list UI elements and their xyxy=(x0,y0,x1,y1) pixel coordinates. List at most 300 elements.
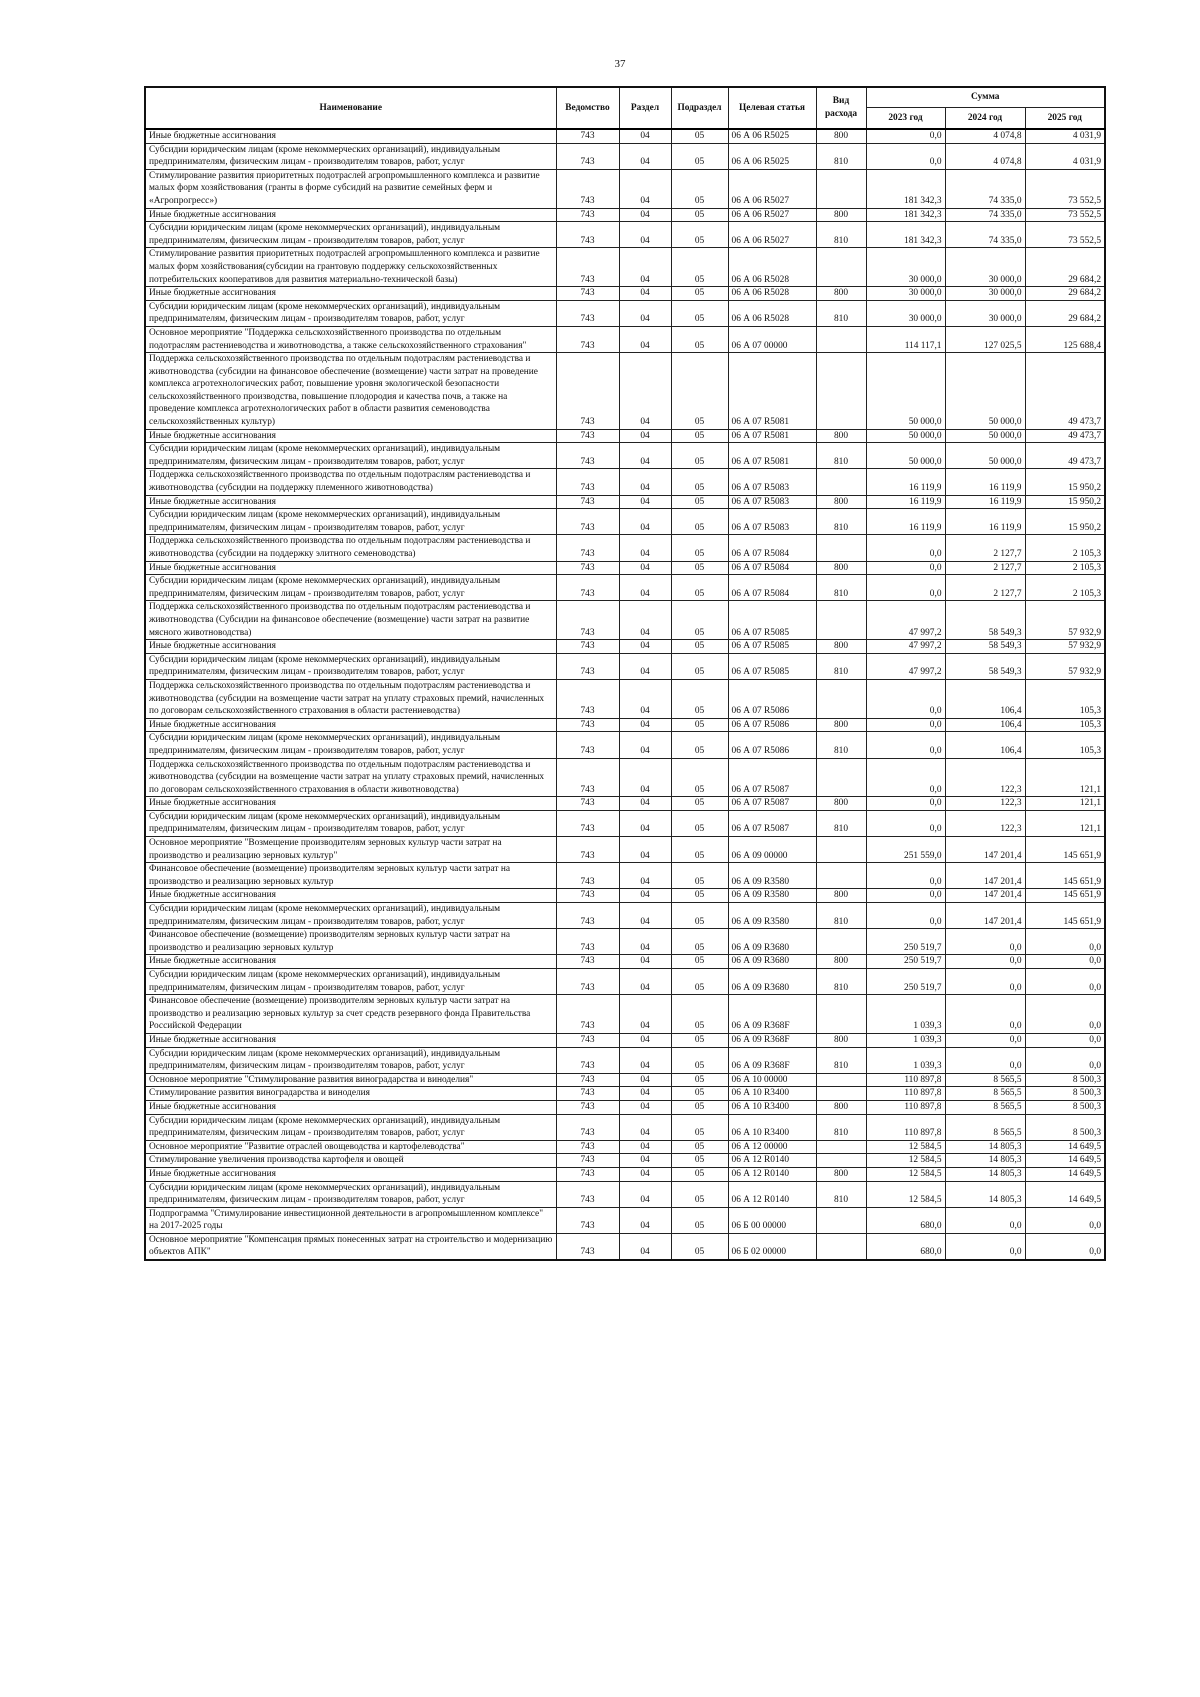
cell-vid: 810 xyxy=(816,810,866,836)
cell-celevaya: 06 А 06 R5027 xyxy=(728,208,816,222)
table-row xyxy=(145,955,1105,969)
table-row xyxy=(145,1100,1105,1114)
cell-razdel: 04 xyxy=(619,248,671,287)
cell-podrazdel: 05 xyxy=(671,640,728,654)
cell-vedomstvo: 743 xyxy=(556,1114,619,1140)
cell-2025: 105,3 xyxy=(1025,732,1105,758)
cell-2025: 57 932,9 xyxy=(1025,601,1105,640)
cell-razdel: 04 xyxy=(619,443,671,469)
table-row xyxy=(145,679,1105,718)
cell-2025: 125 688,4 xyxy=(1025,326,1105,352)
cell-2023: 110 897,8 xyxy=(866,1073,945,1087)
cell-vedomstvo: 743 xyxy=(556,640,619,654)
cell-name: Субсидии юридическим лицам (кроме некоммерческих организаций), индивидуальным предпринимателям, физическим лицам - производителям товаров, работ, услуг xyxy=(145,300,556,326)
cell-vedomstvo: 743 xyxy=(556,300,619,326)
cell-razdel: 04 xyxy=(619,143,671,169)
cell-2025: 14 649,5 xyxy=(1025,1181,1105,1207)
cell-2025: 8 500,3 xyxy=(1025,1114,1105,1140)
cell-vid: 800 xyxy=(816,640,866,654)
cell-vid xyxy=(816,169,866,208)
cell-vedomstvo: 743 xyxy=(556,929,619,955)
cell-razdel: 04 xyxy=(619,509,671,535)
cell-vedomstvo: 743 xyxy=(556,1087,619,1101)
cell-vid xyxy=(816,837,866,863)
cell-name: Иные бюджетные ассигнования xyxy=(145,640,556,654)
cell-2024: 14 805,3 xyxy=(945,1181,1025,1207)
cell-razdel: 04 xyxy=(619,129,671,143)
cell-celevaya: 06 А 10 R3400 xyxy=(728,1087,816,1101)
cell-vedomstvo: 743 xyxy=(556,810,619,836)
cell-name: Иные бюджетные ассигнования xyxy=(145,718,556,732)
cell-celevaya: 06 А 07 R5083 xyxy=(728,469,816,495)
cell-podrazdel: 05 xyxy=(671,143,728,169)
cell-2025: 2 105,3 xyxy=(1025,575,1105,601)
cell-vid xyxy=(816,248,866,287)
cell-razdel: 04 xyxy=(619,1073,671,1087)
cell-podrazdel: 05 xyxy=(671,1033,728,1047)
cell-vid xyxy=(816,469,866,495)
cell-2024: 106,4 xyxy=(945,732,1025,758)
cell-razdel: 04 xyxy=(619,1100,671,1114)
cell-podrazdel: 05 xyxy=(671,679,728,718)
cell-razdel: 04 xyxy=(619,1167,671,1181)
cell-name: Субсидии юридическим лицам (кроме некоммерческих организаций), индивидуальным предпринимателям, физическим лицам - производителям товаров, работ, услуг xyxy=(145,222,556,248)
cell-name: Субсидии юридическим лицам (кроме некоммерческих организаций), индивидуальным предпринимателям, физическим лицам - производителям товаров, работ, услуг xyxy=(145,969,556,995)
cell-2025: 14 649,5 xyxy=(1025,1154,1105,1168)
cell-2024: 0,0 xyxy=(945,1047,1025,1073)
cell-podrazdel: 05 xyxy=(671,810,728,836)
cell-vedomstvo: 743 xyxy=(556,889,619,903)
cell-podrazdel: 05 xyxy=(671,1181,728,1207)
cell-podrazdel: 05 xyxy=(671,300,728,326)
cell-razdel: 04 xyxy=(619,222,671,248)
table-row xyxy=(145,443,1105,469)
cell-2024: 16 119,9 xyxy=(945,495,1025,509)
cell-vid xyxy=(816,929,866,955)
cell-2023: 0,0 xyxy=(866,797,945,811)
cell-2024: 2 127,7 xyxy=(945,535,1025,561)
table-row xyxy=(145,1207,1105,1233)
cell-2024: 122,3 xyxy=(945,758,1025,797)
cell-vid: 800 xyxy=(816,287,866,301)
cell-podrazdel: 05 xyxy=(671,1100,728,1114)
table-row xyxy=(145,718,1105,732)
cell-name: Субсидии юридическим лицам (кроме некоммерческих организаций), индивидуальным предпринимателям, физическим лицам - производителям товаров, работ, услуг xyxy=(145,810,556,836)
cell-2023: 181 342,3 xyxy=(866,222,945,248)
cell-razdel: 04 xyxy=(619,653,671,679)
page-number: 37 xyxy=(614,58,626,70)
cell-2023: 30 000,0 xyxy=(866,300,945,326)
cell-celevaya: 06 А 09 R3680 xyxy=(728,955,816,969)
cell-2024: 8 565,5 xyxy=(945,1100,1025,1114)
cell-2025: 0,0 xyxy=(1025,995,1105,1034)
cell-2025: 14 649,5 xyxy=(1025,1140,1105,1154)
cell-2023: 0,0 xyxy=(866,732,945,758)
cell-2025: 145 651,9 xyxy=(1025,903,1105,929)
cell-2024: 0,0 xyxy=(945,929,1025,955)
cell-2024: 14 805,3 xyxy=(945,1167,1025,1181)
cell-celevaya: 06 А 07 R5086 xyxy=(728,732,816,758)
table-row xyxy=(145,1087,1105,1101)
cell-razdel: 04 xyxy=(619,758,671,797)
cell-2024: 58 549,3 xyxy=(945,601,1025,640)
cell-podrazdel: 05 xyxy=(671,222,728,248)
cell-2023: 12 584,5 xyxy=(866,1154,945,1168)
cell-vedomstvo: 743 xyxy=(556,1233,619,1260)
cell-vid xyxy=(816,679,866,718)
cell-2023: 0,0 xyxy=(866,758,945,797)
cell-vedomstvo: 743 xyxy=(556,143,619,169)
cell-razdel: 04 xyxy=(619,535,671,561)
cell-vid xyxy=(816,1073,866,1087)
cell-vid xyxy=(816,1154,866,1168)
cell-razdel: 04 xyxy=(619,640,671,654)
cell-2023: 1 039,3 xyxy=(866,1033,945,1047)
cell-name: Поддержка сельскохозяйственного производства по отдельным подотраслям растениеводства и животноводства (субсидии на возмещение части затрат на уплату страховых премий, начисленных по договорам сельскохозяйственного страхования в области растениеводства) xyxy=(145,679,556,718)
cell-name: Поддержка сельскохозяйственного производства по отдельным подотраслям растениеводства и животноводства (Субсидии на финансовое обеспечение (возмещение) части затрат на развитие мясного животноводства) xyxy=(145,601,556,640)
cell-2025: 121,1 xyxy=(1025,758,1105,797)
cell-vedomstvo: 743 xyxy=(556,955,619,969)
cell-celevaya: 06 А 07 R5087 xyxy=(728,758,816,797)
cell-celevaya: 06 А 07 R5084 xyxy=(728,575,816,601)
cell-celevaya: 06 А 09 R368F xyxy=(728,995,816,1034)
cell-vid: 810 xyxy=(816,575,866,601)
table-row xyxy=(145,287,1105,301)
cell-2024: 106,4 xyxy=(945,679,1025,718)
table-row xyxy=(145,732,1105,758)
cell-2024: 122,3 xyxy=(945,810,1025,836)
header-name: Наименование xyxy=(145,87,556,129)
cell-2024: 14 805,3 xyxy=(945,1140,1025,1154)
cell-2023: 0,0 xyxy=(866,810,945,836)
cell-celevaya: 06 А 07 R5085 xyxy=(728,640,816,654)
cell-2025: 73 552,5 xyxy=(1025,208,1105,222)
cell-name: Финансовое обеспечение (возмещение) производителям зерновых культур части затрат на производство и реализацию зерновых культур xyxy=(145,929,556,955)
cell-2023: 0,0 xyxy=(866,718,945,732)
cell-2025: 0,0 xyxy=(1025,1047,1105,1073)
cell-vedomstvo: 743 xyxy=(556,248,619,287)
cell-name: Поддержка сельскохозяйственного производства по отдельным подотраслям растениеводства и животноводства (субсидии на финансовое обеспечение (возмещение) части затрат на проведение комплекса агротехнологических работ, повышение уровня экологической безопасности сельскохозяйственного производства, повышение плодородия и качества почв, а также на проведение комплекса агротехнологических работ в области развития семеноводства сельскохозяйственных культур) xyxy=(145,353,556,430)
cell-vedomstvo: 743 xyxy=(556,601,619,640)
cell-vedomstvo: 743 xyxy=(556,129,619,143)
cell-2024: 147 201,4 xyxy=(945,903,1025,929)
cell-vid xyxy=(816,995,866,1034)
cell-podrazdel: 05 xyxy=(671,248,728,287)
cell-2024: 147 201,4 xyxy=(945,837,1025,863)
cell-name: Стимулирование развития приоритетных подотраслей агропромышленного комплекса и развитие малых форм хозяйствования(субсидии на грантовую поддержку сельскохозяйственных потребительских кооперативов для развития материально-технической базы) xyxy=(145,248,556,287)
cell-vedomstvo: 743 xyxy=(556,1073,619,1087)
cell-vid: 810 xyxy=(816,653,866,679)
cell-podrazdel: 05 xyxy=(671,495,728,509)
cell-2024: 0,0 xyxy=(945,1033,1025,1047)
cell-name: Финансовое обеспечение (возмещение) производителям зерновых культур части затрат на производство и реализацию зерновых культур xyxy=(145,863,556,889)
cell-name: Субсидии юридическим лицам (кроме некоммерческих организаций), индивидуальным предпринимателям, физическим лицам - производителям товаров, работ, услуг xyxy=(145,575,556,601)
cell-celevaya: 06 Б 02 00000 xyxy=(728,1233,816,1260)
cell-name: Поддержка сельскохозяйственного производства по отдельным подотраслям растениеводства и животноводства (субсидии на поддержку элитного семеноводства) xyxy=(145,535,556,561)
cell-2024: 106,4 xyxy=(945,718,1025,732)
cell-vedomstvo: 743 xyxy=(556,1033,619,1047)
cell-vid: 800 xyxy=(816,129,866,143)
cell-celevaya: 06 А 06 R5027 xyxy=(728,222,816,248)
table-row xyxy=(145,889,1105,903)
cell-2023: 16 119,9 xyxy=(866,509,945,535)
cell-2023: 251 559,0 xyxy=(866,837,945,863)
cell-podrazdel: 05 xyxy=(671,169,728,208)
cell-podrazdel: 05 xyxy=(671,601,728,640)
table-row xyxy=(145,969,1105,995)
cell-2025: 0,0 xyxy=(1025,1207,1105,1233)
table-row xyxy=(145,326,1105,352)
cell-2024: 0,0 xyxy=(945,1233,1025,1260)
cell-2024: 74 335,0 xyxy=(945,208,1025,222)
cell-podrazdel: 05 xyxy=(671,509,728,535)
cell-name: Основное мероприятие "Развитие отраслей овощеводства и картофелеводства" xyxy=(145,1140,556,1154)
cell-2025: 29 684,2 xyxy=(1025,300,1105,326)
cell-name: Субсидии юридическим лицам (кроме некоммерческих организаций), индивидуальным предпринимателям, физическим лицам - производителям товаров, работ, услуг xyxy=(145,1114,556,1140)
cell-name: Подпрограмма "Стимулирование инвестиционной деятельности в агропромышленном комплексе" на 2017-2025 годы xyxy=(145,1207,556,1233)
table-row xyxy=(145,561,1105,575)
header-2023: 2023 год xyxy=(866,108,945,130)
cell-2023: 1 039,3 xyxy=(866,1047,945,1073)
cell-2025: 105,3 xyxy=(1025,679,1105,718)
cell-razdel: 04 xyxy=(619,601,671,640)
table-row xyxy=(145,1140,1105,1154)
cell-2023: 12 584,5 xyxy=(866,1167,945,1181)
cell-celevaya: 06 А 10 00000 xyxy=(728,1073,816,1087)
table-row xyxy=(145,653,1105,679)
cell-name: Стимулирование развития приоритетных подотраслей агропромышленного комплекса и развитие малых форм хозяйствования (гранты в форме субсидий на развитие семейных ферм и «Агропрогресс») xyxy=(145,169,556,208)
cell-2023: 30 000,0 xyxy=(866,287,945,301)
cell-name: Субсидии юридическим лицам (кроме некоммерческих организаций), индивидуальным предпринимателям, физическим лицам - производителям товаров, работ, услуг xyxy=(145,143,556,169)
cell-podrazdel: 05 xyxy=(671,561,728,575)
header-razdel: Раздел xyxy=(619,87,671,129)
cell-2025: 121,1 xyxy=(1025,797,1105,811)
cell-vedomstvo: 743 xyxy=(556,653,619,679)
cell-podrazdel: 05 xyxy=(671,326,728,352)
cell-podrazdel: 05 xyxy=(671,353,728,430)
cell-vedomstvo: 743 xyxy=(556,443,619,469)
cell-razdel: 04 xyxy=(619,1114,671,1140)
cell-celevaya: 06 А 10 R3400 xyxy=(728,1114,816,1140)
cell-celevaya: 06 А 07 R5084 xyxy=(728,561,816,575)
cell-podrazdel: 05 xyxy=(671,287,728,301)
cell-2023: 181 342,3 xyxy=(866,169,945,208)
cell-name: Субсидии юридическим лицам (кроме некоммерческих организаций), индивидуальным предпринимателям, физическим лицам - производителям товаров, работ, услуг xyxy=(145,903,556,929)
cell-razdel: 04 xyxy=(619,1033,671,1047)
cell-razdel: 04 xyxy=(619,1140,671,1154)
cell-2023: 110 897,8 xyxy=(866,1114,945,1140)
cell-razdel: 04 xyxy=(619,575,671,601)
cell-name: Иные бюджетные ассигнования xyxy=(145,129,556,143)
cell-podrazdel: 05 xyxy=(671,1167,728,1181)
table-row xyxy=(145,1033,1105,1047)
cell-2024: 50 000,0 xyxy=(945,443,1025,469)
cell-2023: 680,0 xyxy=(866,1233,945,1260)
cell-2024: 8 565,5 xyxy=(945,1087,1025,1101)
cell-2024: 58 549,3 xyxy=(945,640,1025,654)
cell-2023: 47 997,2 xyxy=(866,601,945,640)
cell-razdel: 04 xyxy=(619,955,671,969)
cell-podrazdel: 05 xyxy=(671,903,728,929)
cell-2023: 30 000,0 xyxy=(866,248,945,287)
cell-2023: 0,0 xyxy=(866,561,945,575)
cell-celevaya: 06 А 09 R3580 xyxy=(728,903,816,929)
cell-podrazdel: 05 xyxy=(671,758,728,797)
cell-name: Основное мероприятие "Поддержка сельскохозяйственного производства по отдельным подотраслям растениеводства и животноводства, а также сельскохозяйственного страхования" xyxy=(145,326,556,352)
cell-2025: 145 651,9 xyxy=(1025,837,1105,863)
cell-razdel: 04 xyxy=(619,1181,671,1207)
cell-2023: 0,0 xyxy=(866,129,945,143)
cell-podrazdel: 05 xyxy=(671,1047,728,1073)
cell-2023: 0,0 xyxy=(866,889,945,903)
table-row xyxy=(145,469,1105,495)
cell-razdel: 04 xyxy=(619,561,671,575)
cell-vid: 810 xyxy=(816,903,866,929)
cell-2025: 15 950,2 xyxy=(1025,495,1105,509)
cell-name: Иные бюджетные ассигнования xyxy=(145,889,556,903)
cell-celevaya: 06 А 07 R5083 xyxy=(728,509,816,535)
cell-podrazdel: 05 xyxy=(671,1154,728,1168)
cell-2024: 147 201,4 xyxy=(945,863,1025,889)
cell-celevaya: 06 А 07 R5081 xyxy=(728,443,816,469)
cell-podrazdel: 05 xyxy=(671,929,728,955)
cell-name: Основное мероприятие "Компенсация прямых понесенных затрат на строительство и модернизацию объектов АПК" xyxy=(145,1233,556,1260)
cell-2024: 0,0 xyxy=(945,969,1025,995)
cell-podrazdel: 05 xyxy=(671,208,728,222)
cell-vedomstvo: 743 xyxy=(556,969,619,995)
cell-celevaya: 06 А 06 R5027 xyxy=(728,169,816,208)
cell-name: Поддержка сельскохозяйственного производства по отдельным подотраслям растениеводства и животноводства (субсидии на поддержку племенного животноводства) xyxy=(145,469,556,495)
cell-celevaya: 06 А 07 R5086 xyxy=(728,718,816,732)
cell-name: Иные бюджетные ассигнования xyxy=(145,955,556,969)
cell-celevaya: 06 А 07 R5086 xyxy=(728,679,816,718)
cell-podrazdel: 05 xyxy=(671,1073,728,1087)
table-row xyxy=(145,143,1105,169)
cell-vedomstvo: 743 xyxy=(556,353,619,430)
cell-2023: 12 584,5 xyxy=(866,1140,945,1154)
table-row xyxy=(145,208,1105,222)
cell-2025: 145 651,9 xyxy=(1025,863,1105,889)
cell-podrazdel: 05 xyxy=(671,718,728,732)
table-row xyxy=(145,929,1105,955)
cell-razdel: 04 xyxy=(619,326,671,352)
table-row xyxy=(145,129,1105,143)
table-row xyxy=(145,248,1105,287)
cell-name: Иные бюджетные ассигнования xyxy=(145,208,556,222)
cell-vid xyxy=(816,1087,866,1101)
table-header xyxy=(145,87,1105,129)
cell-2024: 0,0 xyxy=(945,995,1025,1034)
cell-name: Иные бюджетные ассигнования xyxy=(145,1100,556,1114)
cell-podrazdel: 05 xyxy=(671,995,728,1034)
cell-2024: 74 335,0 xyxy=(945,222,1025,248)
cell-podrazdel: 05 xyxy=(671,889,728,903)
cell-2024: 147 201,4 xyxy=(945,889,1025,903)
cell-celevaya: 06 А 06 R5028 xyxy=(728,248,816,287)
cell-vedomstvo: 743 xyxy=(556,222,619,248)
cell-2025: 15 950,2 xyxy=(1025,469,1105,495)
cell-celevaya: 06 А 07 R5085 xyxy=(728,601,816,640)
table-row xyxy=(145,863,1105,889)
cell-vedomstvo: 743 xyxy=(556,287,619,301)
cell-celevaya: 06 А 12 R0140 xyxy=(728,1181,816,1207)
cell-name: Финансовое обеспечение (возмещение) производителям зерновых культур части затрат на производство и реализацию зерновых культур за счет средств резервного фонда Правительства Российской Федерации xyxy=(145,995,556,1034)
cell-2023: 50 000,0 xyxy=(866,353,945,430)
cell-celevaya: 06 А 06 R5025 xyxy=(728,129,816,143)
table-row xyxy=(145,509,1105,535)
cell-vid: 800 xyxy=(816,1033,866,1047)
cell-2024: 2 127,7 xyxy=(945,561,1025,575)
cell-2023: 16 119,9 xyxy=(866,469,945,495)
table-row xyxy=(145,1167,1105,1181)
cell-2025: 0,0 xyxy=(1025,929,1105,955)
cell-2023: 0,0 xyxy=(866,903,945,929)
cell-2023: 47 997,2 xyxy=(866,640,945,654)
cell-celevaya: 06 А 07 R5081 xyxy=(728,353,816,430)
table-row xyxy=(145,810,1105,836)
cell-razdel: 04 xyxy=(619,300,671,326)
cell-podrazdel: 05 xyxy=(671,469,728,495)
header-celevaya: Целевая статья xyxy=(728,87,816,129)
cell-vid: 810 xyxy=(816,969,866,995)
cell-2023: 50 000,0 xyxy=(866,443,945,469)
cell-podrazdel: 05 xyxy=(671,1140,728,1154)
cell-2025: 57 932,9 xyxy=(1025,640,1105,654)
cell-celevaya: 06 А 12 00000 xyxy=(728,1140,816,1154)
cell-name: Субсидии юридическим лицам (кроме некоммерческих организаций), индивидуальным предпринимателям, физическим лицам - производителям товаров, работ, услуг xyxy=(145,1047,556,1073)
cell-vid xyxy=(816,535,866,561)
cell-podrazdel: 05 xyxy=(671,575,728,601)
cell-celevaya: 06 А 06 R5025 xyxy=(728,143,816,169)
table-row xyxy=(145,353,1105,430)
cell-name: Иные бюджетные ассигнования xyxy=(145,287,556,301)
cell-vedomstvo: 743 xyxy=(556,1167,619,1181)
cell-2025: 29 684,2 xyxy=(1025,248,1105,287)
cell-2023: 250 519,7 xyxy=(866,929,945,955)
cell-2025: 2 105,3 xyxy=(1025,535,1105,561)
cell-razdel: 04 xyxy=(619,797,671,811)
cell-vedomstvo: 743 xyxy=(556,575,619,601)
cell-name: Субсидии юридическим лицам (кроме некоммерческих организаций), индивидуальным предпринимателям, физическим лицам - производителям товаров, работ, услуг xyxy=(145,1181,556,1207)
cell-vedomstvo: 743 xyxy=(556,758,619,797)
cell-razdel: 04 xyxy=(619,969,671,995)
cell-vedomstvo: 743 xyxy=(556,429,619,443)
cell-podrazdel: 05 xyxy=(671,535,728,561)
cell-vedomstvo: 743 xyxy=(556,561,619,575)
cell-2024: 0,0 xyxy=(945,1207,1025,1233)
cell-razdel: 04 xyxy=(619,995,671,1034)
cell-vid xyxy=(816,1140,866,1154)
cell-2025: 29 684,2 xyxy=(1025,287,1105,301)
cell-celevaya: 06 Б 00 00000 xyxy=(728,1207,816,1233)
cell-2025: 14 649,5 xyxy=(1025,1167,1105,1181)
cell-celevaya: 06 А 06 R5028 xyxy=(728,300,816,326)
cell-podrazdel: 05 xyxy=(671,797,728,811)
cell-2024: 122,3 xyxy=(945,797,1025,811)
cell-2023: 114 117,1 xyxy=(866,326,945,352)
cell-vedomstvo: 743 xyxy=(556,903,619,929)
cell-vid: 800 xyxy=(816,1167,866,1181)
cell-name: Стимулирование увеличения производства картофеля и овощей xyxy=(145,1154,556,1168)
cell-2024: 50 000,0 xyxy=(945,353,1025,430)
cell-2023: 16 119,9 xyxy=(866,495,945,509)
table-row xyxy=(145,995,1105,1034)
cell-razdel: 04 xyxy=(619,732,671,758)
cell-2025: 8 500,3 xyxy=(1025,1087,1105,1101)
cell-2024: 127 025,5 xyxy=(945,326,1025,352)
cell-vedomstvo: 743 xyxy=(556,1154,619,1168)
cell-2025: 57 932,9 xyxy=(1025,653,1105,679)
